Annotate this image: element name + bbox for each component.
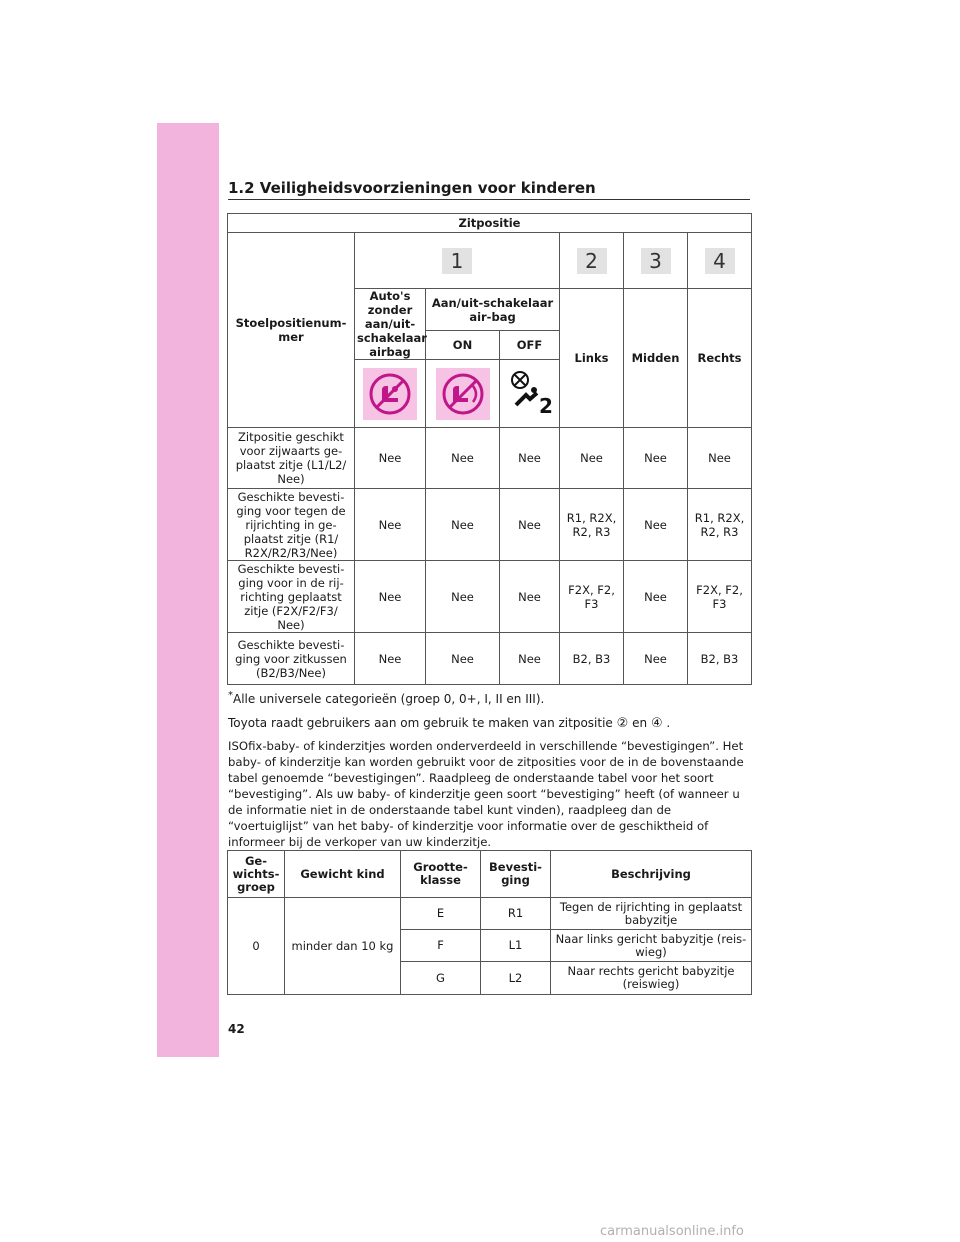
child-seat-airbag-off-icon	[436, 368, 490, 420]
table-cell: F2X, F2, F3	[688, 561, 752, 633]
table-cell: Nee	[500, 561, 560, 633]
table-cell: Nee	[426, 428, 500, 489]
table-cell: B2, B3	[560, 633, 624, 685]
row-header-seat-number: Stoelpositienum-mer	[228, 233, 355, 428]
svg-text:2: 2	[538, 394, 553, 415]
group-cell: 0	[228, 898, 285, 995]
watermark: carmanualsonline.info	[600, 1224, 744, 1239]
table-cell: Nee	[688, 428, 752, 489]
table-cell: Nee	[426, 561, 500, 633]
position-cell-1	[355, 233, 560, 289]
col-header-on: ON	[426, 331, 500, 360]
table-cell: Nee	[624, 489, 688, 561]
table-cell: Nee	[500, 489, 560, 561]
position-2-icon: ②	[616, 716, 629, 731]
table-cell: Nee	[426, 633, 500, 685]
table-cell: Nee	[560, 428, 624, 489]
col-header-rechts: Rechts	[688, 289, 752, 428]
table-cell: F2X, F2, F3	[560, 561, 624, 633]
row-label: Zitpositie geschikt voor zijwaarts ge-plaatst zitje (L1/L2/ Nee)	[228, 428, 355, 489]
row-label: Geschikte bevesti-ging voor zitkussen (B2/B3/Nee)	[228, 633, 355, 685]
col-header-airbag-switch: Aan/uit-schakelaar air-bag	[426, 289, 560, 331]
row-label: Geschikte bevesti-ging voor in de rij-richting geplaatst zitje (F2X/F2/F3/ Nee)	[228, 561, 355, 633]
footnote	[228, 688, 754, 707]
advice-middle: en	[632, 716, 648, 730]
airbag-off-passenger-icon	[506, 369, 554, 415]
table-cell: Nee	[355, 428, 426, 489]
header-divider	[228, 199, 750, 200]
col-header-links: Links	[560, 289, 624, 428]
table-cell: Nee	[355, 633, 426, 685]
weight-cell: minder dan 10 kg	[285, 898, 401, 995]
position-cell-4	[688, 233, 752, 289]
table-cell: Nee	[355, 489, 426, 561]
table-cell: B2, B3	[688, 633, 752, 685]
position-number-4: 4	[705, 248, 735, 274]
table-cell: Nee	[624, 428, 688, 489]
col-header-off: OFF	[500, 331, 560, 360]
isofix-paragraph: ISOfix-baby- of kinderzitjes worden onderverdeeld in verschillende “bevestigingen”. Het baby- of kinderzitje kan worden gebruikt voor de zitposities voor de in de bovenstaande tabel genoemde “bevestigingen”. Raadpleeg de onderstaande tabel voor het soort “bevestiging”. Als uw baby- of kinderzitje geen soort “bevestiging” heeft (of wanneer u de informatie niet in de onderstaande tabel kunt vinden), raadpleeg dan de “voertuiglijst” van het baby- of kinderzitje voor informatie over de geschiktheid of informeer bij de verkoper van uw kinderzitje.	[228, 739, 744, 849]
table-cell: Nee	[355, 561, 426, 633]
icon-cell-off	[500, 360, 560, 428]
description-cell: Naar rechts gericht babyzitje (reiswieg)	[551, 962, 752, 995]
footnote-text: Alle universele categorieën (groep 0, 0+, I, II en III).	[233, 692, 545, 706]
position-cell-2	[560, 233, 624, 289]
table-cell: Nee	[624, 633, 688, 685]
seat-position-table	[227, 213, 752, 685]
col-header-midden: Midden	[624, 289, 688, 428]
description-cell: Naar links gericht babyzitje (reis-wieg)	[551, 930, 752, 962]
table-cell: Nee	[500, 633, 560, 685]
advice-after: .	[666, 716, 671, 730]
description-cell: Tegen de rijrichting in geplaatst babyzitje	[551, 898, 752, 930]
fixture-cell: R1	[481, 898, 551, 930]
table-cell: R1, R2X, R2, R3	[560, 489, 624, 561]
position-cell-3	[624, 233, 688, 289]
section-title: 1.2 Veiligheidsvoorzieningen voor kinderen	[228, 179, 596, 197]
col-header-fixture: Bevesti-ging	[481, 851, 551, 898]
col-header-description: Beschrijving	[551, 851, 752, 898]
col-header-weight: Gewicht kind	[285, 851, 401, 898]
position-number-3: 3	[641, 248, 671, 274]
icon-cell-no-switch	[355, 360, 426, 428]
footnote-mark: *	[228, 690, 233, 701]
page-number: 42	[228, 1022, 245, 1036]
row-label: Geschikte bevesti-ging voor tegen de rijrichting in ge-plaatst zitje (R1/ R2X/R2/R3/Nee)	[228, 489, 355, 561]
size-cell: G	[401, 962, 481, 995]
col-header-no-switch: Auto's zonder aan/uit-schakelaar airbag	[355, 289, 426, 360]
table-title: Zitpositie	[228, 214, 752, 233]
table-cell: Nee	[426, 489, 500, 561]
icon-cell-on	[426, 360, 500, 428]
col-header-group: Ge-wichts-groep	[228, 851, 285, 898]
table-cell: R1, R2X, R2, R3	[688, 489, 752, 561]
table-cell: Nee	[624, 561, 688, 633]
size-cell: E	[401, 898, 481, 930]
child-seat-no-airbag-icon	[363, 368, 417, 420]
fixture-cell: L2	[481, 962, 551, 995]
fixture-cell: L1	[481, 930, 551, 962]
size-cell: F	[401, 930, 481, 962]
position-4-icon: ④	[650, 716, 663, 731]
chapter-tab-strip	[157, 123, 219, 1057]
advice-text	[228, 715, 754, 732]
col-header-size: Grootte-klasse	[401, 851, 481, 898]
position-number-2: 2	[577, 248, 607, 274]
position-number-1: 1	[442, 248, 472, 274]
table-cell: Nee	[500, 428, 560, 489]
advice-before: Toyota raadt gebruikers aan om gebruik te maken van zitpositie	[228, 716, 613, 730]
group-table	[227, 850, 752, 995]
